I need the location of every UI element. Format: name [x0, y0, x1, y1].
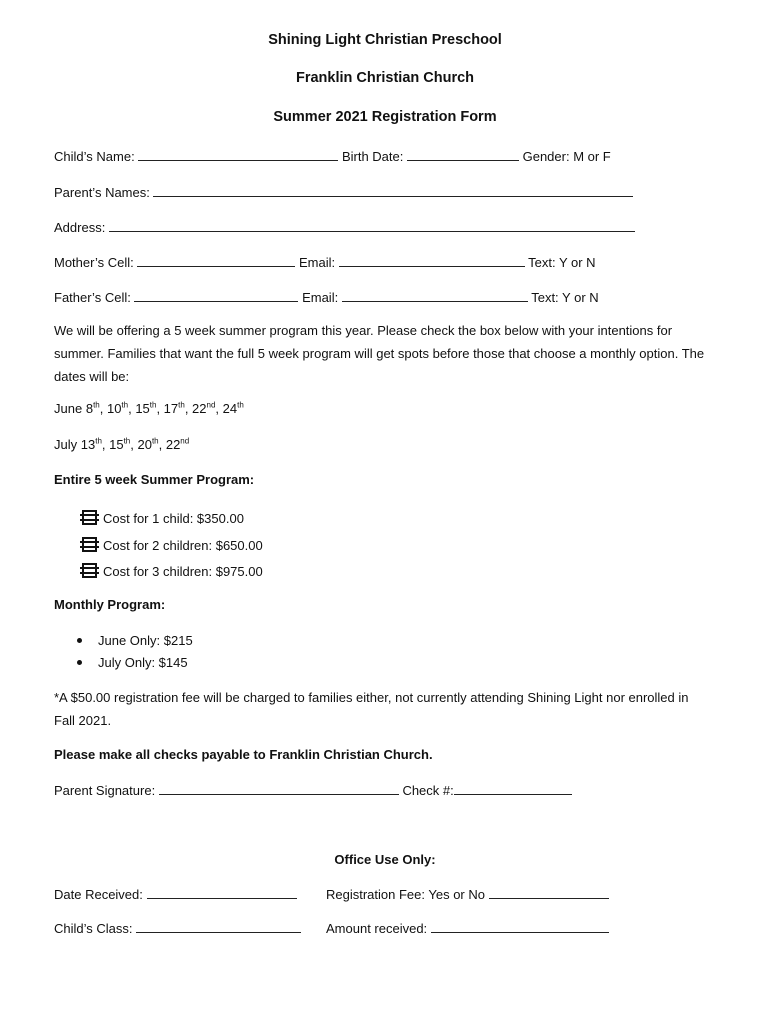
childs-class-label: Child’s Class:: [54, 921, 133, 936]
child-name-label: Child’s Name:: [54, 149, 135, 164]
mothers-cell-field[interactable]: [137, 254, 295, 267]
june-dates: [54, 401, 244, 416]
mothers-cell-label: Mother’s Cell:: [54, 255, 134, 270]
bullet-icon: [77, 638, 82, 643]
office-row-1b: [326, 886, 609, 902]
full-option-label: Cost for 2 children: $650.00: [103, 538, 263, 553]
gender-label: Gender: M or F: [522, 149, 611, 164]
childs-class-field[interactable]: [136, 920, 301, 933]
parents-names-field[interactable]: [153, 184, 633, 197]
full-option-label: Cost for 1 child: $350.00: [103, 511, 244, 526]
child-info-row: [54, 148, 611, 164]
june-date: , 10th: [99, 400, 129, 416]
church-name: Franklin Christian Church: [295, 70, 475, 86]
office-row-2b: [326, 920, 609, 936]
july-date: , 15th: [101, 436, 131, 452]
check-number-label: Check #:: [402, 783, 454, 798]
signature-row: [54, 782, 572, 798]
full-option-3[interactable]: [82, 563, 263, 579]
july-dates: [54, 437, 189, 452]
birth-date-label: Birth Date:: [341, 149, 404, 164]
date-received-label: Date Received:: [54, 887, 143, 902]
july-label: July: [54, 437, 78, 452]
school-name: Shining Light Christian Preschool: [268, 32, 502, 48]
check-number-field[interactable]: [454, 782, 572, 795]
monthly-program-heading: Monthly Program:: [54, 597, 166, 612]
june-date: , 22nd: [184, 400, 216, 416]
father-contact-row: [54, 289, 599, 305]
july-date-list: [81, 437, 189, 452]
office-row-2: [54, 920, 301, 936]
june-date-list: [86, 401, 244, 416]
mother-contact-row: [54, 254, 596, 270]
fathers-cell-field[interactable]: [134, 289, 298, 302]
full-option-label: Cost for 3 children: $975.00: [103, 564, 263, 579]
intro-paragraph: We will be offering a 5 week summer program this year. Please check the box below with your intentions for summer. Families that want the full 5 week program will get spots before those that choose a monthly option. The dates will be:: [54, 323, 705, 384]
full-program-heading: Entire 5 week Summer Program:: [54, 472, 255, 487]
june-date: 8th: [85, 400, 100, 416]
amount-received-label: Amount received:: [326, 921, 428, 936]
office-row-1: [54, 886, 297, 902]
monthly-option-label: June Only: $215: [98, 633, 193, 648]
date-suffix: th: [151, 436, 159, 446]
form-title: Summer 2021 Registration Form: [273, 109, 497, 125]
father-text-label: Text: Y or N: [531, 290, 599, 305]
date-suffix: th: [149, 400, 157, 410]
office-use-heading: Office Use Only:: [334, 852, 436, 867]
date-suffix: nd: [180, 436, 190, 446]
date-suffix: th: [237, 400, 244, 410]
mother-email-label: Email:: [298, 255, 336, 270]
mother-text-label: Text: Y or N: [528, 255, 596, 270]
father-email-field[interactable]: [342, 289, 528, 302]
full-option-2[interactable]: [82, 537, 263, 553]
bullet-icon: [77, 660, 82, 665]
date-suffix: th: [178, 400, 185, 410]
mother-email-field[interactable]: [339, 254, 525, 267]
date-suffix: th: [121, 400, 129, 410]
parent-signature-field[interactable]: [159, 782, 399, 795]
checkbox-icon[interactable]: [82, 510, 97, 525]
parents-names-label: Parent’s Names:: [54, 185, 150, 200]
parent-signature-label: Parent Signature:: [54, 783, 156, 798]
full-option-1[interactable]: [82, 510, 244, 526]
address-field[interactable]: [109, 219, 635, 232]
amount-received-field[interactable]: [431, 920, 609, 933]
date-received-field[interactable]: [147, 886, 297, 899]
registration-fee-label: Registration Fee: Yes or No: [326, 887, 485, 902]
child-name-field[interactable]: [138, 148, 338, 161]
date-suffix: nd: [206, 400, 216, 410]
father-email-label: Email:: [302, 290, 339, 305]
checkbox-icon[interactable]: [82, 537, 97, 552]
date-suffix: th: [95, 436, 102, 446]
july-date: 13th: [80, 436, 102, 452]
monthly-option-2: [77, 655, 188, 670]
july-date: , 20th: [130, 436, 159, 452]
june-label: June: [54, 401, 83, 416]
june-date: , 24th: [215, 400, 244, 416]
july-date: , 22nd: [158, 436, 190, 452]
monthly-option-1: [77, 633, 193, 648]
registration-fee-field[interactable]: [489, 886, 609, 899]
parents-names-row: [54, 184, 633, 200]
checkbox-icon[interactable]: [82, 563, 97, 578]
date-suffix: th: [123, 436, 131, 446]
address-label: Address:: [54, 220, 106, 235]
fathers-cell-label: Father’s Cell:: [54, 290, 131, 305]
date-suffix: th: [93, 400, 100, 410]
june-date: , 15th: [128, 400, 157, 416]
june-date: , 17th: [156, 400, 185, 416]
registration-fee-note: *A $50.00 registration fee will be charged to families either, not currently attending Shining Light nor enrolled in Fall 2021.: [54, 690, 689, 728]
checks-payable-note: Please make all checks payable to Franklin Christian Church.: [54, 747, 433, 762]
monthly-option-label: July Only: $145: [98, 655, 188, 670]
address-row: [54, 219, 635, 235]
birth-date-field[interactable]: [407, 148, 519, 161]
